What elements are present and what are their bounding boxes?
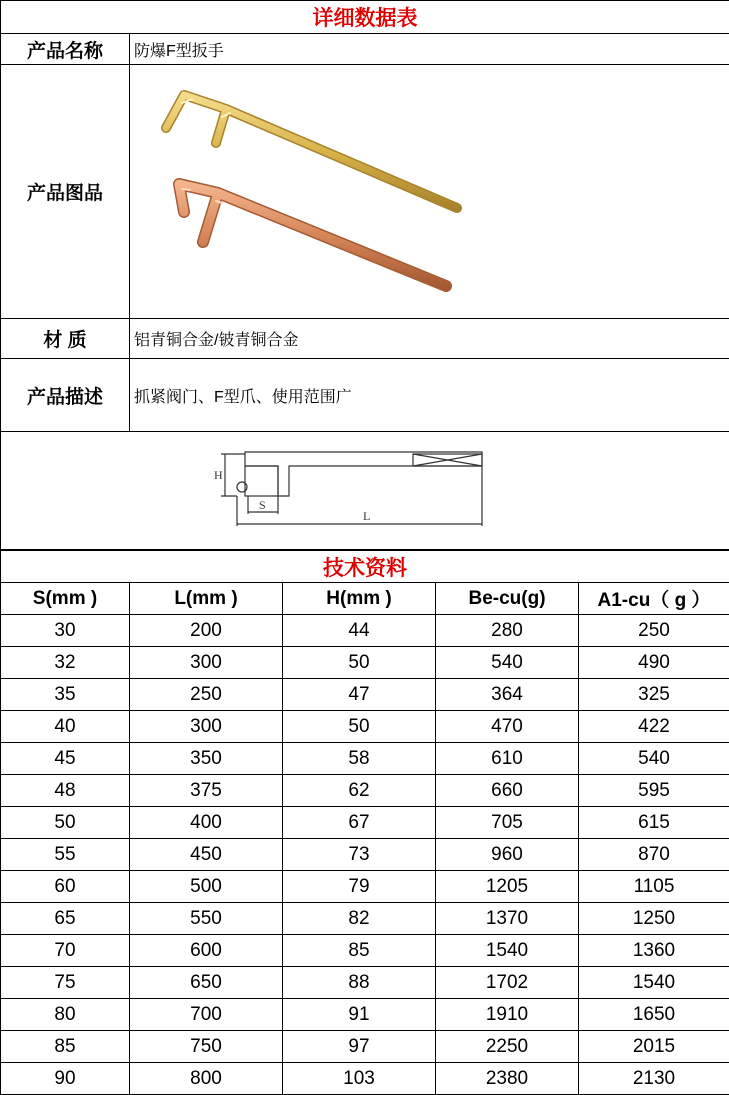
- table-cell: 82: [283, 903, 436, 935]
- copper-wrench: [179, 184, 446, 286]
- table-row: [1, 743, 729, 775]
- table-row: [1, 615, 729, 647]
- table-cell: 705: [436, 807, 579, 839]
- table-cell: 1205: [436, 871, 579, 903]
- table-cell: 50: [1, 807, 130, 839]
- table-cell: 400: [130, 807, 283, 839]
- table-cell: 595: [579, 775, 729, 807]
- table-cell: 615: [579, 807, 729, 839]
- table-cell: 30: [1, 615, 130, 647]
- col-header-be-cu: Be-cu(g): [436, 583, 579, 615]
- table-cell: 422: [579, 711, 729, 743]
- table-row: [1, 807, 729, 839]
- table-row: [1, 999, 729, 1031]
- table-cell: 550: [130, 903, 283, 935]
- table-cell: 1360: [579, 935, 729, 967]
- material-label: 材 质: [1, 319, 130, 359]
- table-cell: 80: [1, 999, 130, 1031]
- table-cell: 470: [436, 711, 579, 743]
- table-row: [1, 839, 729, 871]
- table-cell: 280: [436, 615, 579, 647]
- table-cell: 35: [1, 679, 130, 711]
- table-cell: 97: [283, 1031, 436, 1063]
- material-value: 铝青铜合金/铍青铜合金: [130, 319, 729, 359]
- table-cell: 32: [1, 647, 130, 679]
- table-cell: 500: [130, 871, 283, 903]
- table-cell: 90: [1, 1063, 130, 1095]
- product-name-label: 产品名称: [1, 34, 130, 65]
- dim-l-label: L: [363, 509, 370, 523]
- table-cell: 65: [1, 903, 130, 935]
- table-cell: 660: [436, 775, 579, 807]
- table-row: [1, 775, 729, 807]
- spec-body: [1, 615, 729, 1095]
- table-cell: 91: [283, 999, 436, 1031]
- table-row: [1, 1031, 729, 1063]
- table-cell: 40: [1, 711, 130, 743]
- table-cell: 960: [436, 839, 579, 871]
- table-row: [1, 935, 729, 967]
- table-cell: 44: [283, 615, 436, 647]
- dimension-diagram: [1, 432, 728, 544]
- table-cell: 350: [130, 743, 283, 775]
- table-row: [1, 647, 729, 679]
- table-cell: 1650: [579, 999, 729, 1031]
- table-cell: 1540: [579, 967, 729, 999]
- product-image-cell: [130, 65, 729, 319]
- table-cell: 650: [130, 967, 283, 999]
- dim-h-label: H: [214, 468, 223, 482]
- product-photo: [130, 65, 729, 313]
- table-cell: 375: [130, 775, 283, 807]
- table-cell: 700: [130, 999, 283, 1031]
- description-label: 产品描述: [1, 359, 130, 432]
- table-cell: 1370: [436, 903, 579, 935]
- table-cell: 85: [283, 935, 436, 967]
- spec-table: [0, 550, 729, 1095]
- table-cell: 62: [283, 775, 436, 807]
- col-header-al-cu: A1-cu（ g ）: [579, 583, 729, 615]
- table-row: [1, 1063, 729, 1095]
- col-header-l: L(mm ): [130, 583, 283, 615]
- table-row: [1, 679, 729, 711]
- table-cell: 79: [283, 871, 436, 903]
- dim-s-label: S: [259, 498, 266, 512]
- table-row: [1, 967, 729, 999]
- col-header-h: H(mm ): [283, 583, 436, 615]
- table-cell: 73: [283, 839, 436, 871]
- table-cell: 1702: [436, 967, 579, 999]
- table-cell: 88: [283, 967, 436, 999]
- table-cell: 48: [1, 775, 130, 807]
- table-cell: 50: [283, 647, 436, 679]
- table-cell: 364: [436, 679, 579, 711]
- table-cell: 250: [579, 615, 729, 647]
- table-cell: 450: [130, 839, 283, 871]
- table-cell: 47: [283, 679, 436, 711]
- table-cell: 1105: [579, 871, 729, 903]
- table-cell: 800: [130, 1063, 283, 1095]
- table-cell: 490: [579, 647, 729, 679]
- table-cell: 2250: [436, 1031, 579, 1063]
- table-cell: 1540: [436, 935, 579, 967]
- spec-header-row: [1, 583, 729, 615]
- table-cell: 2015: [579, 1031, 729, 1063]
- col-header-s: S(mm ): [1, 583, 130, 615]
- table-cell: 58: [283, 743, 436, 775]
- table-cell: 300: [130, 711, 283, 743]
- table-row: [1, 903, 729, 935]
- table-cell: 1250: [579, 903, 729, 935]
- product-name-value: 防爆F型扳手: [130, 34, 729, 65]
- table-cell: 600: [130, 935, 283, 967]
- table-cell: 300: [130, 647, 283, 679]
- table-cell: 70: [1, 935, 130, 967]
- table-row: [1, 711, 729, 743]
- table-cell: 67: [283, 807, 436, 839]
- spec-title: 技术资料: [1, 551, 729, 583]
- table-cell: 1910: [436, 999, 579, 1031]
- dimension-diagram-cell: [1, 432, 729, 550]
- table-cell: 85: [1, 1031, 130, 1063]
- table-cell: 610: [436, 743, 579, 775]
- table-cell: 325: [579, 679, 729, 711]
- table-cell: 103: [283, 1063, 436, 1095]
- table-cell: 540: [579, 743, 729, 775]
- table-cell: 55: [1, 839, 130, 871]
- table-cell: 50: [283, 711, 436, 743]
- table-cell: 75: [1, 967, 130, 999]
- table-cell: 2380: [436, 1063, 579, 1095]
- description-value: 抓紧阀门、F型爪、使用范围广: [130, 359, 729, 432]
- table-cell: 60: [1, 871, 130, 903]
- table-row: [1, 871, 729, 903]
- table-cell: 200: [130, 615, 283, 647]
- table-cell: 750: [130, 1031, 283, 1063]
- table-cell: 2130: [579, 1063, 729, 1095]
- product-image-label: 产品图品: [1, 65, 130, 319]
- table-cell: 250: [130, 679, 283, 711]
- table-cell: 870: [579, 839, 729, 871]
- sheet-title: 详细数据表: [1, 1, 729, 34]
- table-cell: 540: [436, 647, 579, 679]
- table-cell: 45: [1, 743, 130, 775]
